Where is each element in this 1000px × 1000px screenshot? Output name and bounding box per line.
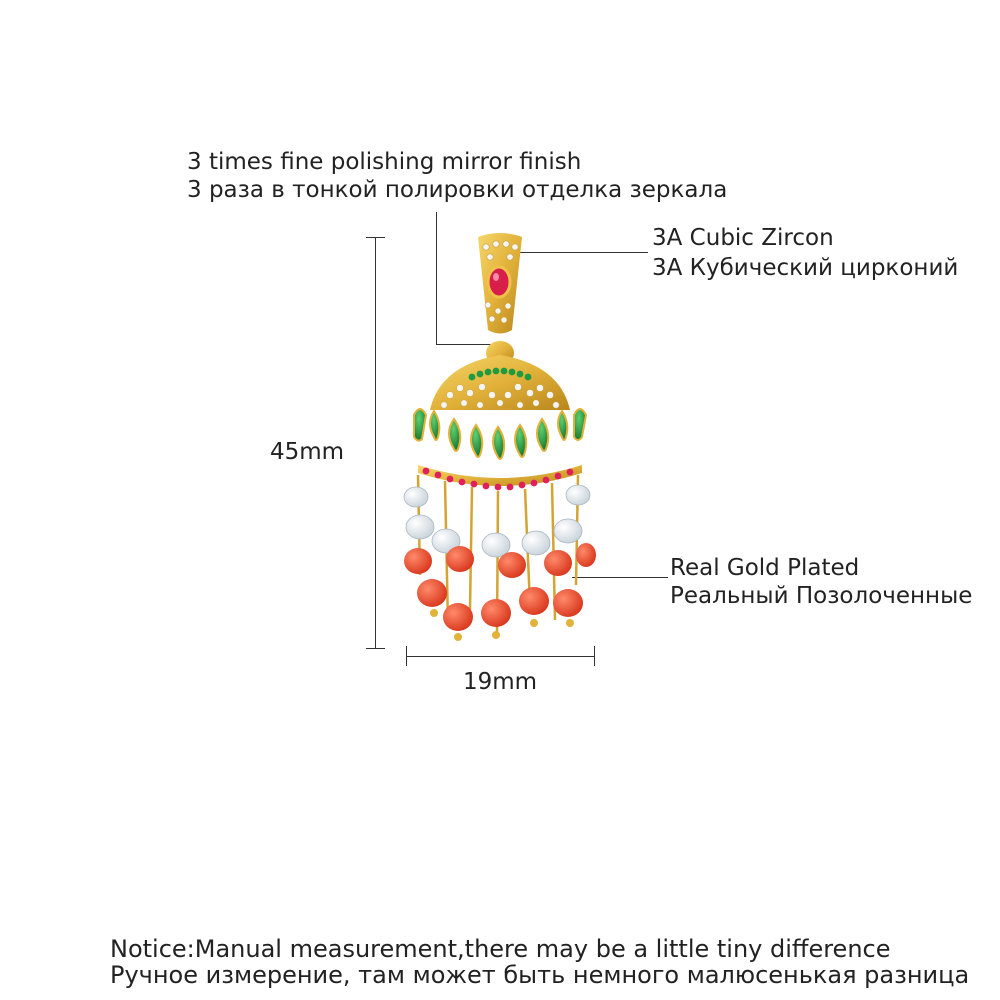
notice-ru: Ручное измерение, там может быть немного малюсенькая разница [110,961,970,989]
polishing-label-en: 3 times fine polishing mirror finish [187,149,582,175]
height-dimension-line [375,237,376,649]
gold-label-en: Real Gold Plated [670,555,860,581]
emerald-row [414,409,586,459]
dome [430,355,570,410]
width-dimension-line [406,656,595,657]
height-dimension-bottom-tick [366,648,385,649]
earring-image [400,225,600,655]
bail [478,233,522,334]
zircon-label-ru: 3A Кубический цирконий [652,255,959,281]
zircon-label-en: 3A Cubic Zircon [652,225,834,251]
polishing-label-ru: 3 раза в тонкой полировки отделка зеркала [187,177,728,203]
height-dimension-label: 45mm [270,439,345,465]
width-dimension-label: 19mm [463,669,538,695]
notice-en: Notice:Manual measurement,there may be a little tiny difference [110,935,891,963]
tassels [404,475,596,641]
height-dimension-top-tick [366,237,385,238]
gold-label-ru: Реальный Позолоченные [670,583,973,609]
